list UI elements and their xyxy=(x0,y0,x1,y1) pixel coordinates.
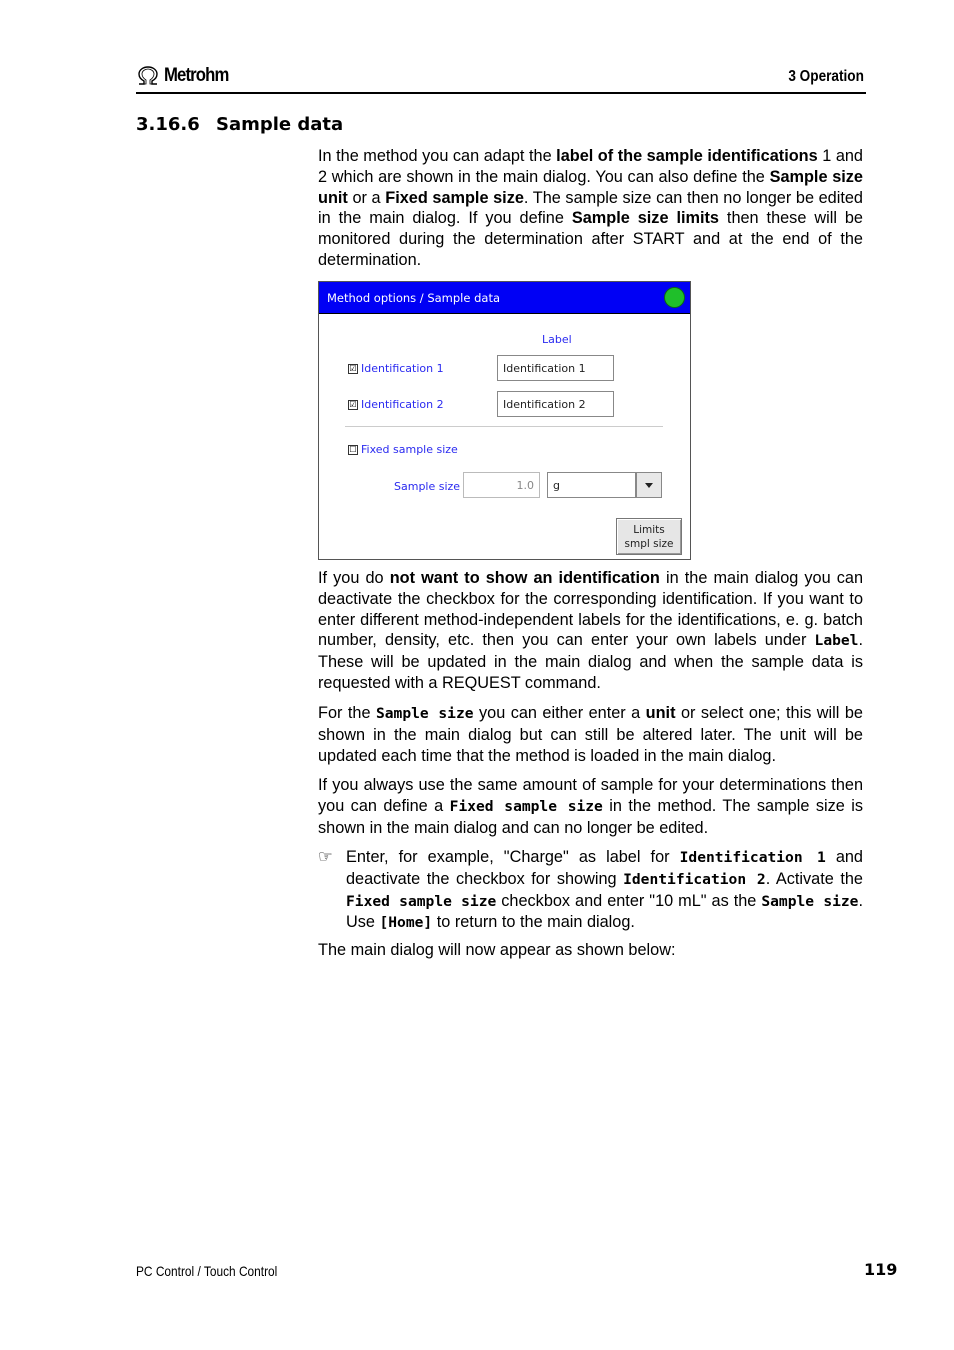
unit-dropdown-button[interactable] xyxy=(636,472,662,498)
paragraph-fixed-size: If you always use the same amount of sample for your determinations then you can define a Fixed sample size in the method. The sample size is shown in the main dialog and can no longer be edited. xyxy=(318,776,863,837)
paragraph-identification: If you do not want to show an identification in the main dialog you can deactivate the checkbox for the corresponding identification. If you want to enter different method-independent labels for the identifications, e. g. batch number, density, etc. then you can enter your own labels under Label. These will be updated in the main dialog and when the sample data is requested with a REQUEST command. xyxy=(318,569,863,692)
fixed-sample-size-label: Fixed sample size xyxy=(361,443,458,456)
identification-1-label-input[interactable]: Identification 1 xyxy=(497,355,614,381)
sample-size-unit-select[interactable]: g xyxy=(547,472,636,498)
paragraph-sample-size: For the Sample size you can either enter a unit or select one; this will be shown in the main dialog but can still be altered later. The unit will be updated each time that the method is loaded in the main dialog. xyxy=(318,704,863,765)
identification-2-label: Identification 2 xyxy=(361,398,444,411)
omega-logo-icon xyxy=(136,66,160,86)
identification-1-label: Identification 1 xyxy=(361,362,444,375)
paragraph-instruction: ☞ Enter, for example, "Charge" as label for Identification 1 and deactivate the checkbox for showing Identification 2. Activate the Fixed sample size checkbox and enter "10 mL" as the Sample size. Use [Home] to return to the main dialog. xyxy=(318,848,864,932)
footer-product-name: PC Control / Touch Control xyxy=(136,1263,278,1279)
dialog-divider xyxy=(345,426,663,427)
status-indicator-icon xyxy=(664,287,685,308)
chevron-down-icon xyxy=(645,483,653,488)
metrohm-logo xyxy=(136,64,237,88)
limits-sample-size-button[interactable]: Limits smpl size xyxy=(616,518,682,555)
fixed-sample-size-checkbox[interactable]: ☐ xyxy=(349,445,357,454)
paragraph-intro: In the method you can adapt the label of the sample identifications 1 and 2 which are shown in the main dialog. You can also define the Sample size unit or a Fixed sample size. The sample size can then no longer be edited in the main dialog. If you define Sample size limits then these will be monitored during the determination after START and at the end of the determination. xyxy=(318,147,863,269)
sample-size-input[interactable]: 1.0 xyxy=(463,472,540,498)
sample-data-dialog xyxy=(318,281,691,560)
identification-2-checkbox[interactable]: ☑ xyxy=(349,400,357,409)
chapter-title: 3 Operation xyxy=(788,68,864,85)
dialog-title: Method options / Sample data xyxy=(327,291,501,305)
pointing-hand-icon: ☞ xyxy=(318,848,333,866)
identification-2-label-input[interactable]: Identification 2 xyxy=(497,391,614,417)
section-title: Sample data xyxy=(216,114,344,135)
sample-size-label: Sample size xyxy=(394,480,461,493)
logo-text: Metrohm xyxy=(164,65,229,86)
identification-1-checkbox[interactable]: ☑ xyxy=(349,364,357,373)
section-heading xyxy=(136,114,343,135)
page-header xyxy=(136,62,866,94)
page-number: 119 xyxy=(864,1260,898,1279)
section-number: 3.16.6 xyxy=(136,114,200,135)
dialog-title-bar xyxy=(319,282,690,314)
label-column-header: Label xyxy=(542,333,572,346)
paragraph-closing: The main dialog will now appear as shown below: xyxy=(318,941,676,959)
